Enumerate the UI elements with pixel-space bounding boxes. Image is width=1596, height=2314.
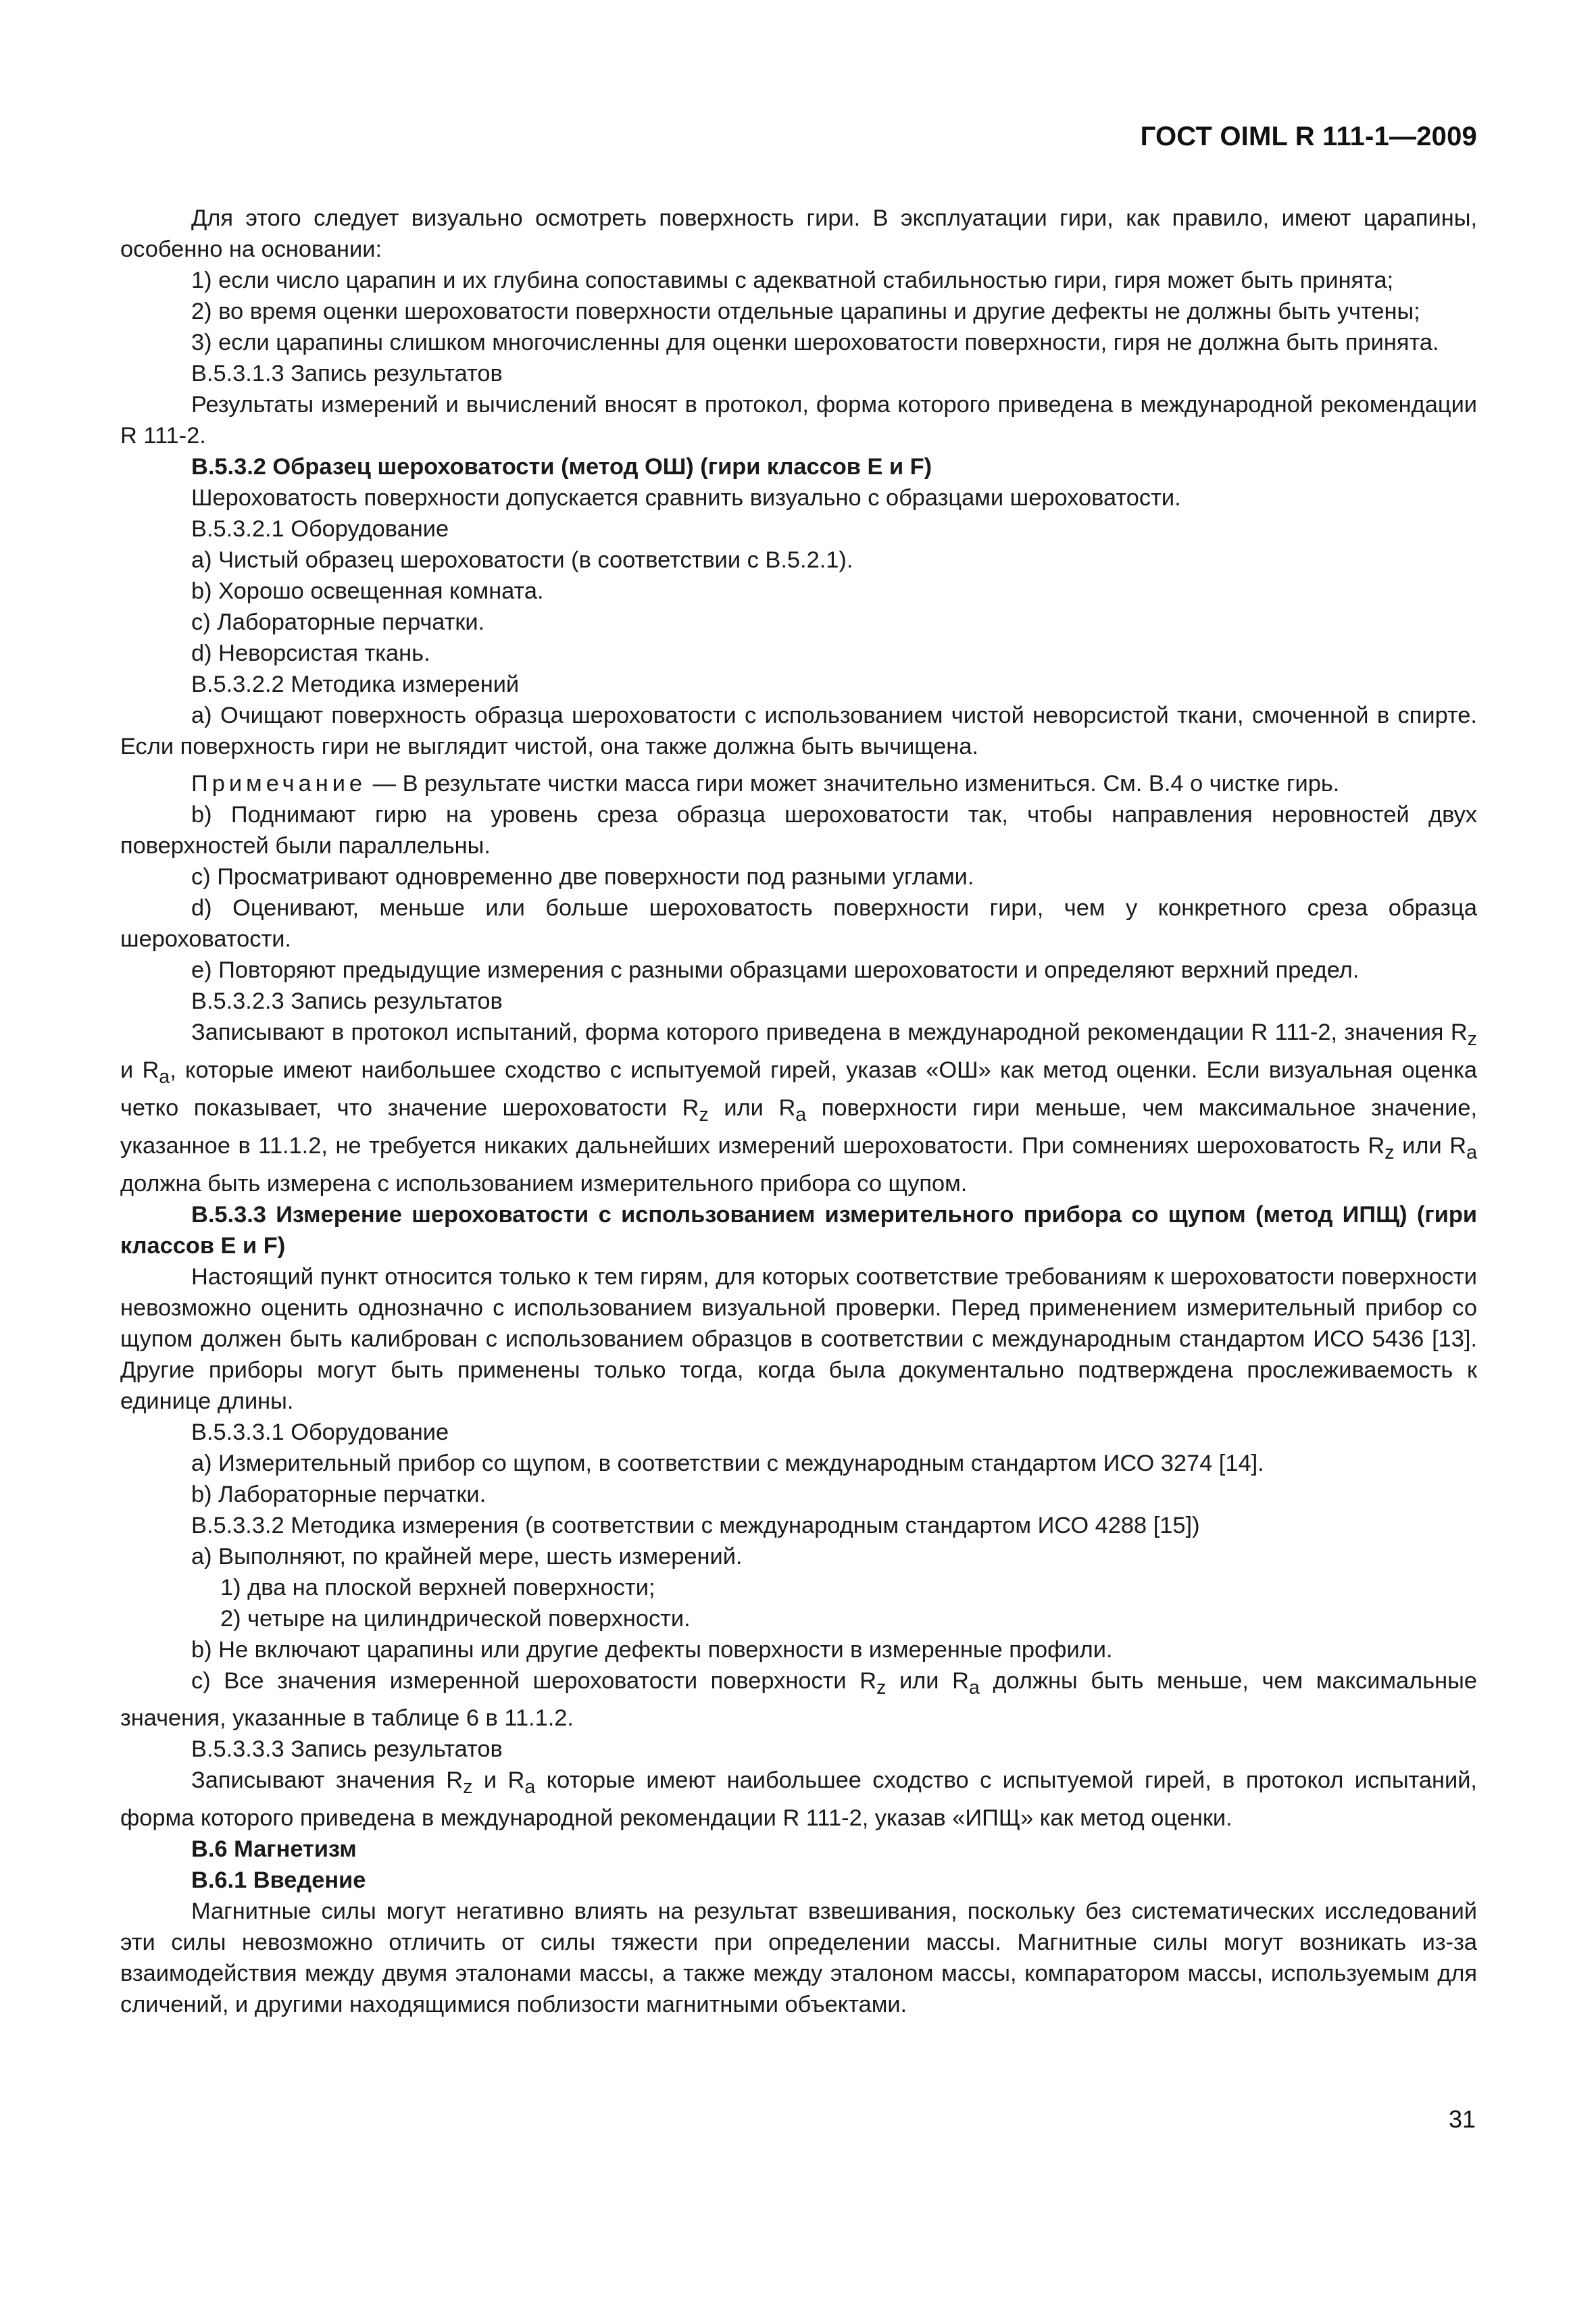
text-run: и R [120,1057,159,1083]
subsection-heading: В.5.3.2.1 Оборудование [191,516,449,542]
text-run: должны быть меньше, чем максимальные значения, указанные в таблице 6 в 11.1.2. [120,1667,1477,1732]
subscript: z [463,1776,473,1799]
subsection-heading: В.5.3.1.3 Запись результатов [191,361,503,386]
text-run: Записывают значения R [191,1767,464,1794]
subscript: z [1467,1028,1477,1050]
subscript: a [795,1103,807,1126]
subscript: a [1466,1141,1477,1163]
subscript: a [968,1676,980,1699]
subsection-heading: В.5.3.3.1 Оборудование [191,1419,449,1445]
page-number: 31 [1448,2105,1476,2133]
paragraph: Настоящий пункт относится только к тем гирям, для которых соответствие требованиям к шероховатости поверхности невозможно оценить однозначно с использованием визуальной проверки. Перед применением измерительный прибор со щупом должен быть калиброван с использованием образцов в соответствии с международным стандартом ИСО 5436 [13]. Другие приборы могут быть применены только тогда, когда была документально подтверждена прослеживаемость к единице длины. [120,1263,1477,1414]
list-item: 2) во время оценки шероховатости поверхности отдельные царапины и другие дефекты не должны быть учтены; [191,299,1420,324]
list-item: b) Не включают царапины или другие дефекты поверхности в измеренные профили. [191,1636,1113,1663]
subscript: a [524,1776,536,1799]
list-item: с) Лабораторные перчатки. [191,609,485,635]
paragraph: Для этого следует визуально осмотреть поверхность гири. В эксплуатации гири, как правило, имеют царапины, особенно на основании: [120,205,1477,262]
subsection-heading: В.5.3.2.2 Методика измерений [191,672,520,697]
list-item: а) Выполняют, по крайней мере, шесть измерений. [191,1543,743,1569]
list-item: 1) если число царапин и их глубина сопоставимы с адекватной стабильностью гири, гиря может быть принята; [191,268,1394,293]
page-body [120,203,1477,2020]
subscript: z [1385,1141,1395,1163]
list-item [120,1665,1477,1734]
paragraph: Магнитные силы могут негативно влиять на результат взвешивания, поскольку без систематических исследований эти силы невозможно отличить от силы тяжести при определении массы. Магнитные силы могут возникать из-за взаимодействия между двумя эталонами массы, а также между эталоном массы, компаратором массы, используемым для сличений, и другими находящимися поблизости магнитными объектами. [120,1898,1477,2018]
paragraph [120,1765,1477,1834]
paragraph [120,1017,1477,1199]
note-label: Примечание [191,771,367,797]
section-heading: В.6.1 Введение [191,1867,366,1894]
paragraph: Шероховатость поверхности допускается сравнить визуально с образцами шероховатости. [191,485,1181,511]
list-item: а) Чистый образец шероховатости (в соответствии с В.5.2.1). [191,547,853,573]
subscript: a [159,1065,170,1088]
text-run: Записывают в протокол испытаний, форма которого приведена в международной рекомендации R 111-2, значения R [191,1020,1468,1045]
list-item: а) Очищают поверхность образца шероховатости с использованием чистой неворсистой ткани, смоченной в спирте. Если поверхность гири не выглядит чистой, она также должна быть вычищена. [120,703,1477,759]
subscript: z [699,1103,709,1126]
list-item: d) Оценивают, меньше или больше шероховатость поверхности гири, чем у конкретного среза образца шероховатости. [120,895,1477,952]
subscript: z [876,1676,887,1699]
document-header: ГОСТ OIML R 111-1—2009 [1140,122,1477,151]
section-heading: В.5.3.3 Измерение шероховатости с использованием измерительного прибора со щупом (метод ИПЩ) (гири классов Е и F) [120,1201,1477,1259]
note [120,768,1477,799]
text-run: , которые имеют наибольшее сходство с испытуемой гирей, указав «ОШ» как метод оценки. Если визуальная оценка четко показывает, что значение шероховатости R [120,1057,1478,1121]
paragraph: Результаты измерений и вычислений вносят в протокол, форма которого приведена в международной рекомендации R 111-2. [120,392,1477,449]
text-run: должна быть измерена с использованием измерительного прибора со щупом. [120,1170,968,1197]
list-item: с) Просматривают одновременно две поверхности под разными углами. [191,864,974,890]
subsection-heading: В.5.3.3.3 Запись результатов [191,1736,503,1763]
text-run: или R [886,1667,969,1694]
text-run: которые имеют наибольшее сходство с испытуемой гирей, в протокол испытаний, форма которого приведена в международной рекомендации R 111-2, указав «ИПЩ» как метод оценки. [120,1767,1477,1832]
list-item: 2) четыре на цилиндрической поверхности. [220,1605,691,1632]
text-run: или R [708,1095,796,1121]
list-item: b) Поднимают гирю на уровень среза образца шероховатости так, чтобы направления неровностей двух поверхностей были параллельны. [120,802,1477,859]
note-text: — В результате чистки масса гири может значительно измениться. См. В.4 о чистке гирь. [366,771,1340,797]
section-heading: В.5.3.2 Образец шероховатости (метод ОШ) (гири классов Е и F) [191,454,932,480]
list-item: 3) если царапины слишком многочисленны для оценки шероховатости поверхности, гиря не должна быть принята. [191,330,1439,355]
subsection-heading: В.5.3.3.2 Методика измерения (в соответствии с международным стандартом ИСО 4288 [15]) [191,1512,1200,1538]
section-heading: В.6 Магнетизм [191,1836,357,1863]
text-run: и R [472,1767,525,1794]
list-item: b) Хорошо освещенная комната. [191,578,544,604]
text-run: или R [1394,1132,1467,1159]
subsection-heading: В.5.3.2.3 Запись результатов [191,988,503,1014]
list-item: b) Лабораторные перчатки. [191,1481,487,1507]
list-item: 1) два на плоской верхней поверхности; [220,1574,655,1601]
text-run: с) Все значения измеренной шероховатости поверхности R [191,1667,877,1694]
list-item: а) Измерительный прибор со щупом, в соответствии с международным стандартом ИСО 3274 [14]. [191,1450,1264,1476]
list-item: d) Неворсистая ткань. [191,640,430,666]
text-run: поверхности гири меньше, чем максимальное значение, указанное в 11.1.2, не требуется никаких дальнейших измерений шероховатости. При сомнениях шероховатость R [120,1095,1478,1159]
list-item: е) Повторяют предыдущие измерения с разными образцами шероховатости и определяют верхний предел. [191,957,1360,983]
